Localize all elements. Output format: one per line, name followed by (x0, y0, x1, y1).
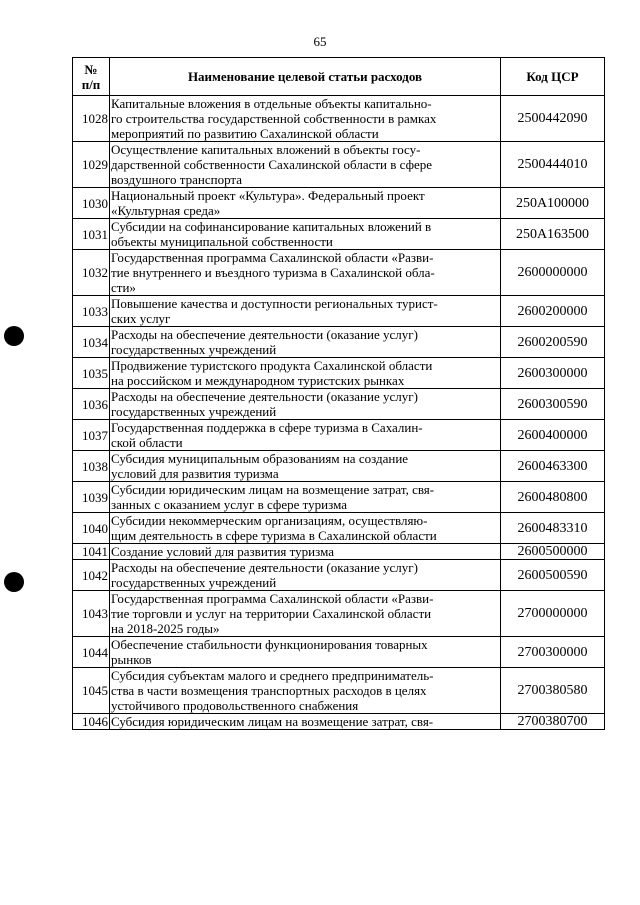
row-code: 2600500590 (501, 560, 605, 591)
row-number: 1033 (73, 296, 110, 327)
table-row (73, 560, 605, 591)
row-name (110, 560, 501, 591)
row-number: 1038 (73, 451, 110, 482)
header-code: Код ЦСР (501, 58, 605, 96)
table-row (73, 668, 605, 714)
row-name (110, 637, 501, 668)
row-number: 1039 (73, 482, 110, 513)
table-row (73, 188, 605, 219)
table-row (73, 96, 605, 142)
row-name-line: воздушного транспорта (111, 172, 243, 187)
row-number: 1035 (73, 358, 110, 389)
row-name-line: на 2018-2025 годы» (111, 621, 220, 636)
table-row (73, 420, 605, 451)
row-name-line: тие торговли и услуг на территории Сахалинской области (111, 606, 432, 621)
header-name: Наименование целевой статьи расходов (110, 58, 501, 96)
row-name-line: ства в части возмещения транспортных расходов в целях (111, 683, 427, 698)
row-name-line: сти» (111, 280, 136, 295)
row-name (110, 482, 501, 513)
table-row (73, 358, 605, 389)
row-name (110, 513, 501, 544)
row-code: 2600483310 (501, 513, 605, 544)
row-name (110, 420, 501, 451)
row-code: 2600200590 (501, 327, 605, 358)
row-name-line: ской области (111, 435, 183, 450)
row-name-line: дарственной собственности Сахалинской области в сфере (111, 157, 433, 172)
row-name-line: Национальный проект «Культура». Федеральный проект (111, 188, 425, 203)
table-row (73, 142, 605, 188)
row-name-line: Государственная поддержка в сфере туризма в Сахалин- (111, 420, 423, 435)
row-code: 2600463300 (501, 451, 605, 482)
row-name (110, 358, 501, 389)
row-number: 1037 (73, 420, 110, 451)
row-name-line: условий для развития туризма (111, 466, 279, 481)
row-name-line: устойчивого продовольственного снабжения (111, 698, 359, 713)
row-number: 1040 (73, 513, 110, 544)
row-number: 1032 (73, 250, 110, 296)
row-code: 2600480800 (501, 482, 605, 513)
row-name-line: занных с оказанием услуг в сфере туризма (111, 497, 347, 512)
punch-hole-decoration (4, 572, 24, 592)
row-name-line: Государственная программа Сахалинской области «Разви- (111, 250, 434, 265)
row-name (110, 96, 501, 142)
row-name-line: тие внутреннего и въездного туризма в Сахалинской обла- (111, 265, 435, 280)
table-row (73, 389, 605, 420)
row-number: 1043 (73, 591, 110, 637)
row-name-line: Продвижение туристского продукта Сахалинской области (111, 358, 433, 373)
table-row (73, 591, 605, 637)
header-number-line2: п/п (81, 76, 101, 92)
row-name (110, 296, 501, 327)
row-name-line: Осуществление капитальных вложений в объекты госу- (111, 142, 421, 157)
row-name-line: Субсидия муниципальным образованиям на создание (111, 451, 409, 466)
page-number: 65 (313, 34, 327, 49)
table-row (73, 250, 605, 296)
row-name-line: Повышение качества и доступности региональных турист- (111, 296, 438, 311)
row-name-line: Субсидии на софинансирование капитальных вложений в (111, 219, 432, 234)
row-number: 1041 (73, 544, 110, 560)
row-name (110, 544, 501, 560)
row-number: 1036 (73, 389, 110, 420)
row-number: 1044 (73, 637, 110, 668)
row-name (110, 142, 501, 188)
row-number: 1028 (73, 96, 110, 142)
row-name-line: Обеспечение стабильности функционирования товарных (111, 637, 428, 652)
row-name-line: мероприятий по развитию Сахалинской области (111, 126, 379, 141)
row-name-line: Субсидия субъектам малого и среднего предприниматель- (111, 668, 434, 683)
row-name-line: Субсидии юридическим лицам на возмещение затрат, свя- (111, 482, 435, 497)
table-row (73, 482, 605, 513)
table-row (73, 513, 605, 544)
row-number: 1045 (73, 668, 110, 714)
table-row (73, 544, 605, 560)
row-name-line: Субсидии некоммерческим организациям, осуществляю- (111, 513, 428, 528)
row-name-line: щим деятельность в сфере туризма в Сахалинской области (111, 528, 437, 543)
punch-hole-decoration (4, 326, 24, 346)
row-name (110, 219, 501, 250)
row-name-line: государственных учреждений (111, 342, 277, 357)
row-name-line: Создание условий для развития туризма (111, 544, 334, 559)
row-name (110, 451, 501, 482)
row-name (110, 714, 501, 730)
table-row (73, 296, 605, 327)
row-number: 1034 (73, 327, 110, 358)
row-code: 2600400000 (501, 420, 605, 451)
row-name (110, 668, 501, 714)
row-name (110, 188, 501, 219)
table-header-row (73, 58, 605, 96)
row-code: 2500442090 (501, 96, 605, 142)
row-name (110, 327, 501, 358)
row-code: 2700000000 (501, 591, 605, 637)
row-name-line: государственных учреждений (111, 575, 277, 590)
row-code: 2700300000 (501, 637, 605, 668)
row-number: 1042 (73, 560, 110, 591)
row-name-line: объекты муниципальной собственности (111, 234, 333, 249)
row-number: 1029 (73, 142, 110, 188)
row-code: 2600000000 (501, 250, 605, 296)
row-number: 1031 (73, 219, 110, 250)
row-code: 2700380700 (501, 714, 605, 730)
row-name-line: Капитальные вложения в отдельные объекты капитально- (111, 96, 432, 111)
header-number-line1: № (84, 61, 98, 77)
budget-items-table (72, 57, 605, 730)
row-name-line: Расходы на обеспечение деятельности (оказание услуг) (111, 560, 418, 575)
row-name-line: рынков (111, 652, 152, 667)
row-name-line: го строительства государственной собственности в рамках (111, 111, 437, 126)
row-name-line: Государственная программа Сахалинской области «Разви- (111, 591, 434, 606)
row-name (110, 591, 501, 637)
row-code: 2700380580 (501, 668, 605, 714)
row-number: 1046 (73, 714, 110, 730)
header-number (73, 58, 110, 96)
row-code: 2500444010 (501, 142, 605, 188)
row-code: 2600200000 (501, 296, 605, 327)
row-code: 2600300590 (501, 389, 605, 420)
row-code: 2600300000 (501, 358, 605, 389)
row-name-line: Расходы на обеспечение деятельности (оказание услуг) (111, 389, 418, 404)
table-body (73, 96, 605, 730)
row-name-line: Расходы на обеспечение деятельности (оказание услуг) (111, 327, 418, 342)
table-row (73, 451, 605, 482)
row-name-line: на российском и международном туристских рынках (111, 373, 405, 388)
row-name-line: Субсидия юридическим лицам на возмещение затрат, свя- (111, 714, 434, 729)
row-code: 2600500000 (501, 544, 605, 560)
row-number: 1030 (73, 188, 110, 219)
row-code: 250A100000 (501, 188, 605, 219)
row-name (110, 389, 501, 420)
row-name-line: «Культурная среда» (111, 203, 221, 218)
row-name-line: государственных учреждений (111, 404, 277, 419)
table-row (73, 327, 605, 358)
row-code: 250A163500 (501, 219, 605, 250)
table-row (73, 219, 605, 250)
row-name-line: ских услуг (111, 311, 171, 326)
table-row (73, 714, 605, 730)
table-row (73, 637, 605, 668)
row-name (110, 250, 501, 296)
